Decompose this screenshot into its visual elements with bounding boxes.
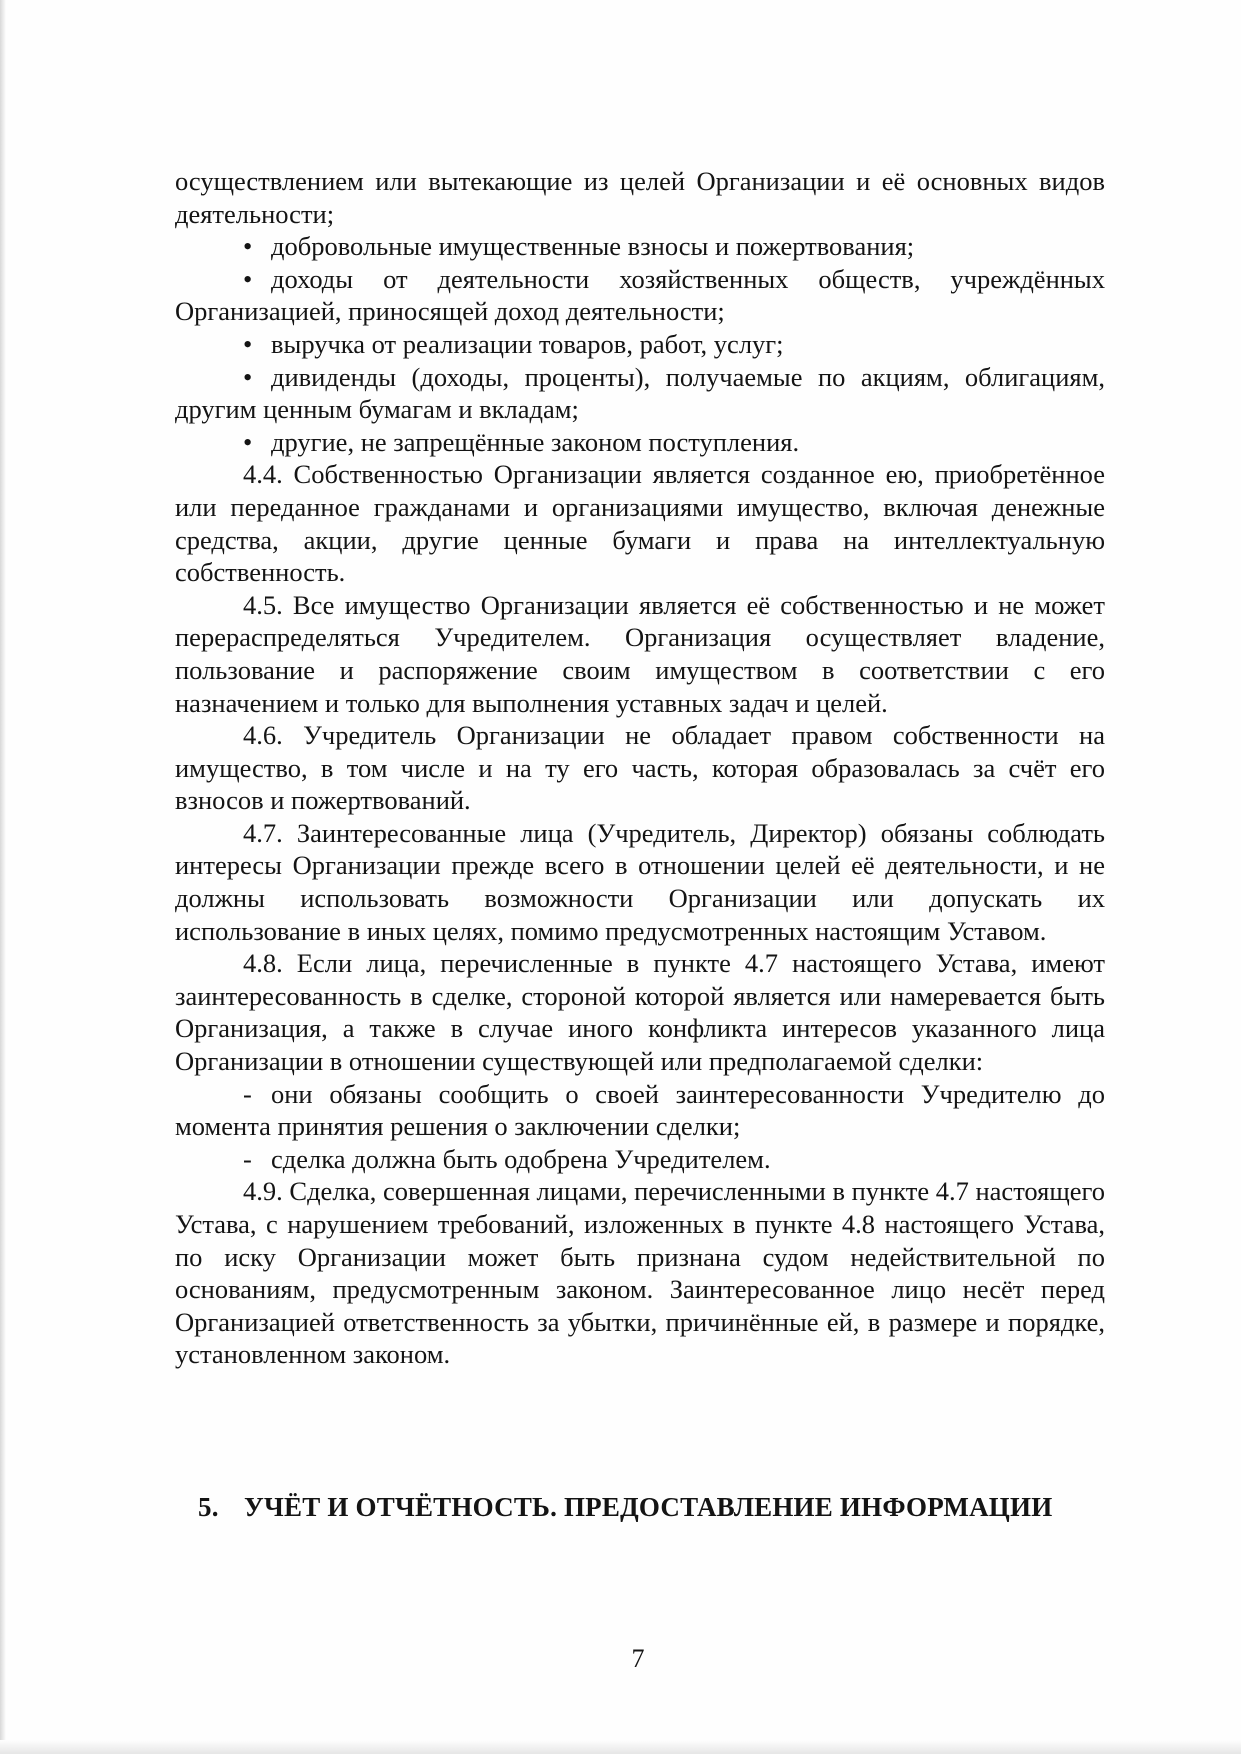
page-number: 7 <box>631 1644 645 1673</box>
bullet-icon: • <box>243 426 253 457</box>
section-heading <box>198 1490 1098 1524</box>
clause-4-7: 4.7. Заинтересованные лица (Учредитель, Директор) обязаны соблюдать интересы Организации прежде всего в отношении целей её деятельности, и не должны использовать возможности Организации или допускать их использование в иных целях, помимо предусмотренных настоящим Уставом. <box>175 817 1105 946</box>
bullet-icon: • <box>243 231 253 262</box>
clause-4-9: 4.9. Сделка, совершенная лицами, перечисленными в пункте 4.7 настоящего Устава, с нарушением требований, изложенных в пункте 4.8 настоящего Устава, по иску Организации может быть признана судом недействительной по основаниям, предусмотренным законом. Заинтересованное лицо несёт перед Организацией ответственность за убытки, причинённые ей, в размере и порядке, установленном законом. <box>175 1176 1105 1370</box>
list-item-text: дивиденды (доходы, проценты), получаемые по акциям, облигациям, другим ценным бумагам и вкладам; <box>175 361 1105 425</box>
clause-4-4: 4.4. Собственностью Организации является созданное ею, приобретённое или переданное гражданами и организациями имущество, включая денежные средства, акции, другие ценные бумаги и права на интеллектуальную собственность. <box>175 459 1105 588</box>
clause-4-5: 4.5. Все имущество Организации является её собственностью и не может перераспределяться Учредителем. Организация осуществляет владение, пользование и распоряжение своим имуществом в соответствии с его назначением и только для выполнения уставных задач и целей. <box>175 589 1105 718</box>
list-item <box>175 230 1105 263</box>
list-item <box>175 1143 1105 1176</box>
clause-4-8: 4.8. Если лица, перечисленные в пункте 4.7 настоящего Устава, имеют заинтересованность в сделке, стороной которой является или намеревается быть Организация, а также в случае иного конфликта интересов указанного лица Организации в отношении существующей или предполагаемой сделки: <box>175 948 1105 1077</box>
list-item-text: другие, не запрещённые законом поступления. <box>271 426 800 457</box>
scan-edge-left <box>0 0 6 1754</box>
list-item-text: они обязаны сообщить о своей заинтересованности Учредителю до момента принятия решения о заключении сделки; <box>175 1078 1105 1142</box>
dash-icon: - <box>243 1143 252 1174</box>
bullet-icon: • <box>243 361 253 392</box>
dash-icon: - <box>243 1078 252 1109</box>
list-item-text: выручка от реализации товаров, работ, услуг; <box>271 328 784 359</box>
clause-4-6: 4.6. Учредитель Организации не обладает правом собственности на имущество, в том числе и на ту его часть, которая образовалась за счёт его взносов и пожертвований. <box>175 720 1105 816</box>
section-title: УЧЁТ И ОТЧЁТНОСТЬ. ПРЕДОСТАВЛЕНИЕ ИНФОРМАЦИИ <box>244 1492 1053 1522</box>
scan-edge-bottom <box>0 1740 1241 1754</box>
list-item-text: добровольные имущественные взносы и пожертвования; <box>271 231 915 262</box>
list-item-text: сделка должна быть одобрена Учредителем. <box>271 1143 771 1174</box>
list-item <box>175 328 1105 361</box>
list-item <box>175 426 1105 459</box>
bullet-icon: • <box>243 263 253 294</box>
list-item <box>175 361 1105 426</box>
continuation-paragraph: осуществлением или вытекающие из целей Организации и её основных видов деятельности; <box>175 166 1105 229</box>
body-text <box>175 165 1105 1371</box>
list-item <box>175 263 1105 328</box>
list-item-text: доходы от деятельности хозяйственных обществ, учреждённых Организацией, приносящей доход деятельности; <box>175 263 1105 327</box>
section-number: 5. <box>198 1492 219 1522</box>
bullet-icon: • <box>243 328 253 359</box>
list-item <box>175 1078 1105 1143</box>
